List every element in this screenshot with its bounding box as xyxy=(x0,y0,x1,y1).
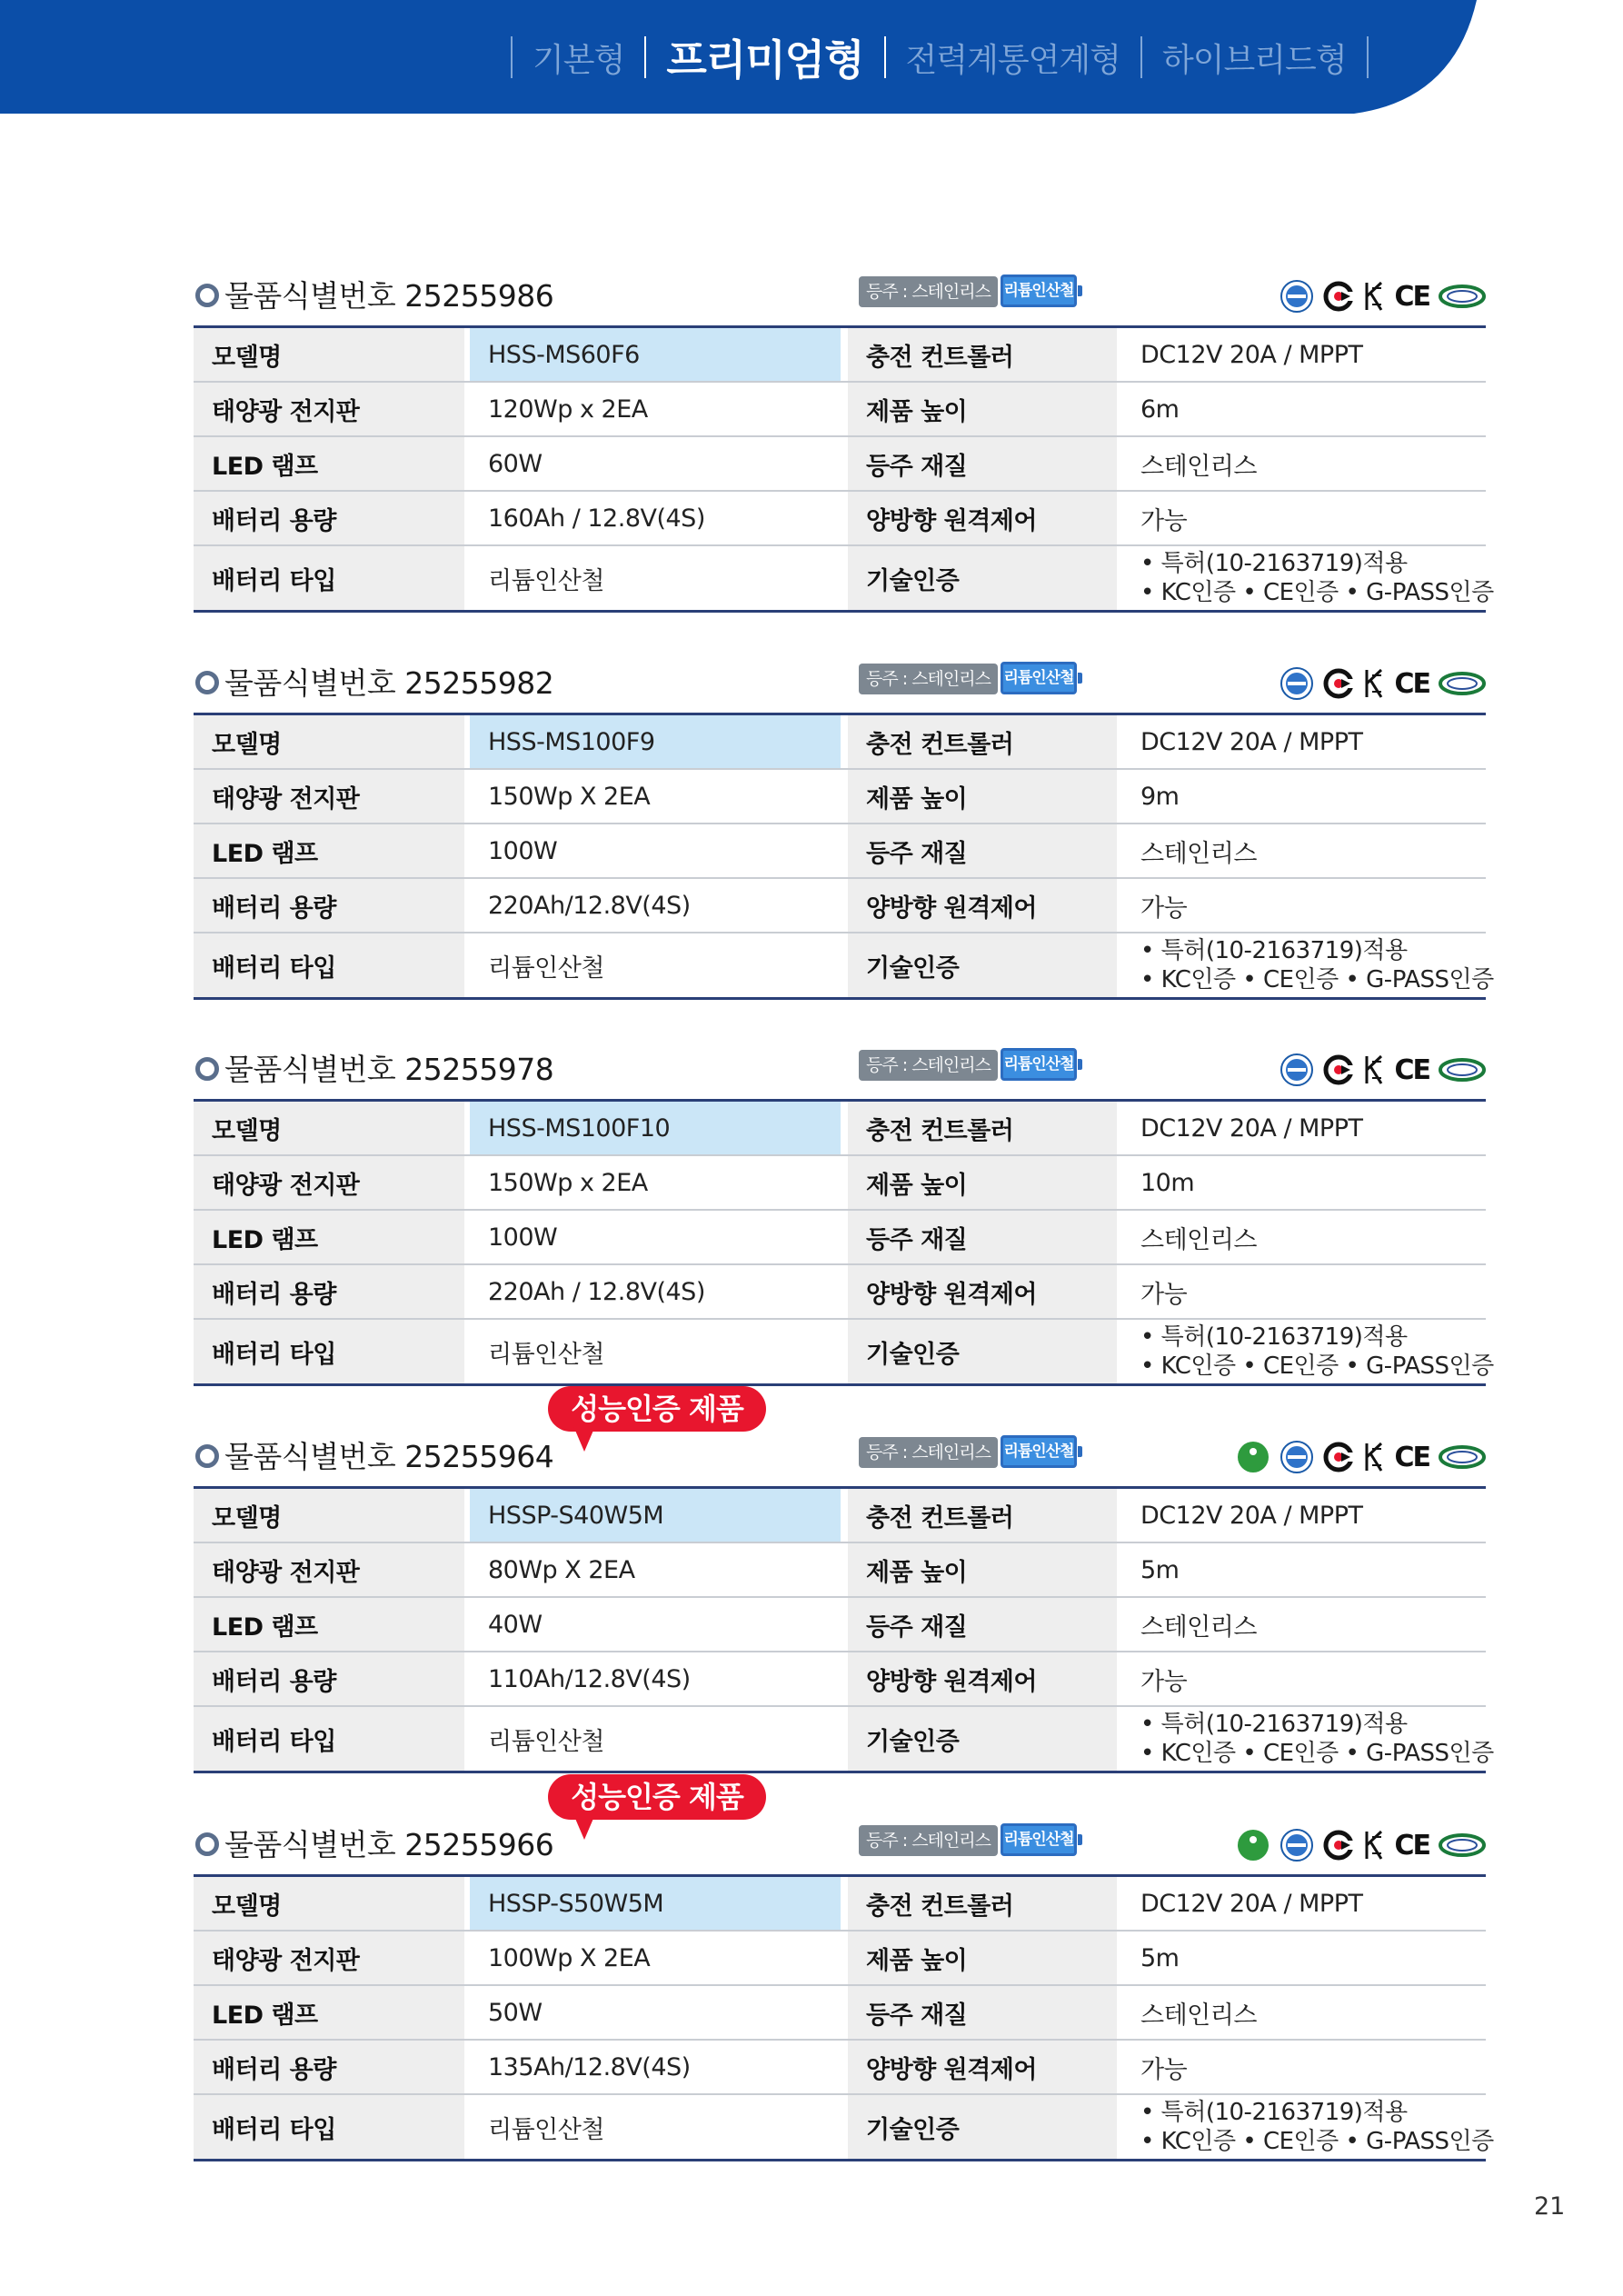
spec-label: 양방향 원격제어 xyxy=(848,1652,1117,1706)
spec-label: 양방향 원격제어 xyxy=(848,1264,1117,1319)
spec-label: 충전 컨트롤러 xyxy=(848,1488,1117,1543)
spec-row xyxy=(194,436,1486,491)
cert-line: • KC인증 • CE인증 • G-PASS인증 xyxy=(1140,1353,1494,1380)
spec-row xyxy=(194,1264,1486,1319)
spec-value: DC12V 20A / MPPT xyxy=(1122,1101,1486,1156)
spec-label: 태양광 전지판 xyxy=(194,1542,464,1597)
spec-table xyxy=(194,713,1494,1000)
cert-line: • 특허(10-2163719)적용 xyxy=(1140,937,1408,964)
spec-row xyxy=(194,878,1486,933)
spec-value: 135Ah/12.8V(4S) xyxy=(470,2040,841,2094)
pole-material-tag: 등주 : 스테인리스 xyxy=(859,276,998,307)
performance-badge-label: 성능인증 제품 xyxy=(548,1774,766,1820)
spec-value: 스테인리스 xyxy=(1122,436,1486,491)
bullet-icon xyxy=(195,1057,219,1081)
spec-label: 충전 컨트롤러 xyxy=(848,1876,1117,1932)
spec-label: 모델명 xyxy=(194,1101,464,1156)
product-block xyxy=(194,269,1494,613)
spec-value: 6m xyxy=(1122,382,1486,436)
pole-material-tag: 등주 : 스테인리스 xyxy=(859,1050,998,1081)
gpass-icon xyxy=(1439,1832,1486,1859)
bullet-icon xyxy=(195,284,219,307)
model-name-value: HSS-MS100F9 xyxy=(470,714,841,770)
spec-label: 태양광 전지판 xyxy=(194,1931,464,1985)
performance-cert-icon xyxy=(1236,1440,1270,1474)
badge-pointer xyxy=(573,1814,595,1840)
spec-row xyxy=(194,2040,1486,2094)
spec-label: 모델명 xyxy=(194,1876,464,1932)
spec-value: 스테인리스 xyxy=(1122,1597,1486,1652)
spec-value: 5m xyxy=(1122,1931,1486,1985)
spec-value: 220Ah/12.8V(4S) xyxy=(470,878,841,933)
tech-cert-value xyxy=(1122,545,1494,612)
spec-label: 배터리 용량 xyxy=(194,878,464,933)
performance-badge xyxy=(548,1386,766,1435)
spec-label: 배터리 용량 xyxy=(194,1652,464,1706)
spec-row xyxy=(194,1210,1486,1264)
spec-table xyxy=(194,1874,1494,2161)
spec-row xyxy=(194,1652,1486,1706)
spec-value: 스테인리스 xyxy=(1122,824,1486,878)
product-block xyxy=(194,1392,1494,1773)
tech-cert-value xyxy=(1122,933,1494,999)
spec-value: DC12V 20A / MPPT xyxy=(1122,1876,1486,1932)
pole-material-tag: 등주 : 스테인리스 xyxy=(859,1825,998,1856)
spec-value: 100W xyxy=(470,824,841,878)
cert-line: • KC인증 • CE인증 • G-PASS인증 xyxy=(1140,966,1494,993)
spec-row xyxy=(194,1931,1486,1985)
performance-badge-label: 성능인증 제품 xyxy=(548,1386,766,1432)
model-name-value: HSS-MS100F10 xyxy=(470,1101,841,1156)
ce-mark-icon: CE xyxy=(1394,1053,1429,1086)
tab-divider xyxy=(1140,36,1142,78)
kc-mark-icon xyxy=(1323,1830,1354,1861)
spec-label: LED 램프 xyxy=(194,824,464,878)
certification-icons xyxy=(1279,664,1486,704)
spec-value: 스테인리스 xyxy=(1122,1210,1486,1264)
spec-label: 모델명 xyxy=(194,1488,464,1543)
spec-value: DC12V 20A / MPPT xyxy=(1122,714,1486,770)
bullet-icon xyxy=(195,1444,219,1468)
k-mark-icon xyxy=(1363,1830,1385,1861)
spec-row xyxy=(194,1155,1486,1210)
battery-tag: 리튬인산철 xyxy=(1001,1435,1077,1468)
spec-table xyxy=(194,1099,1494,1386)
spec-row xyxy=(194,1706,1486,1772)
spec-value: 5m xyxy=(1122,1542,1486,1597)
spec-value: 40W xyxy=(470,1597,841,1652)
cert-line: • 특허(10-2163719)적용 xyxy=(1140,2099,1408,2126)
item-id-number: 물품식별번호 25255978 xyxy=(224,1052,554,1087)
gpass-icon xyxy=(1439,283,1486,310)
cert-line: • 특허(10-2163719)적용 xyxy=(1140,1711,1408,1738)
item-id-number: 물품식별번호 25255982 xyxy=(224,665,554,701)
spec-label: 기술인증 xyxy=(848,2094,1117,2161)
spec-value: 110Ah/12.8V(4S) xyxy=(470,1652,841,1706)
battery-tag: 리튬인산철 xyxy=(1001,1048,1077,1081)
spec-label: 제품 높이 xyxy=(848,1155,1117,1210)
gpass-icon xyxy=(1439,670,1486,697)
kc-mark-icon xyxy=(1323,1442,1354,1472)
cert-line: • KC인증 • CE인증 • G-PASS인증 xyxy=(1140,579,1494,606)
performance-badge xyxy=(548,1774,766,1823)
bullet-icon xyxy=(195,1832,219,1856)
spec-label: 등주 재질 xyxy=(848,1597,1117,1652)
spec-label: 등주 재질 xyxy=(848,824,1117,878)
page-number: 21 xyxy=(1534,2192,1566,2221)
spec-row xyxy=(194,1597,1486,1652)
spec-value: 50W xyxy=(470,1985,841,2040)
tech-cert-value xyxy=(1122,2094,1494,2161)
spec-label: 제품 높이 xyxy=(848,1542,1117,1597)
cert-line: • 특허(10-2163719)적용 xyxy=(1140,550,1408,577)
spec-value: 리튬인산철 xyxy=(470,1319,841,1385)
tab-divider xyxy=(644,36,646,78)
spec-label: 배터리 타입 xyxy=(194,933,464,999)
spec-table xyxy=(194,1486,1494,1773)
kc-mark-icon xyxy=(1323,281,1354,312)
spec-value: 가능 xyxy=(1122,878,1486,933)
spec-value: 리튬인산철 xyxy=(470,933,841,999)
korea-standard-icon xyxy=(1279,279,1314,314)
ce-mark-icon: CE xyxy=(1394,667,1429,700)
spec-label: 배터리 용량 xyxy=(194,491,464,545)
spec-label: 배터리 용량 xyxy=(194,1264,464,1319)
item-id-number: 물품식별번호 25255986 xyxy=(224,278,554,314)
ce-mark-icon: CE xyxy=(1394,1829,1429,1862)
header-band xyxy=(0,0,1623,114)
spec-value: 100W xyxy=(470,1210,841,1264)
korea-standard-icon xyxy=(1279,1828,1314,1862)
spec-row xyxy=(194,2094,1486,2161)
spec-label: 태양광 전지판 xyxy=(194,1155,464,1210)
spec-value: DC12V 20A / MPPT xyxy=(1122,1488,1486,1543)
spec-label: 배터리 타입 xyxy=(194,1319,464,1385)
spec-row xyxy=(194,933,1486,999)
spec-label: 배터리 타입 xyxy=(194,1706,464,1772)
cert-line: • KC인증 • CE인증 • G-PASS인증 xyxy=(1140,1740,1494,1767)
spec-label: 기술인증 xyxy=(848,1319,1117,1385)
spec-row xyxy=(194,327,1486,383)
spec-row xyxy=(194,1101,1486,1156)
spec-label: 모델명 xyxy=(194,714,464,770)
ce-mark-icon: CE xyxy=(1394,1441,1429,1473)
product-header xyxy=(194,656,1486,713)
spec-value: 150Wp X 2EA xyxy=(470,769,841,824)
product-header xyxy=(194,1392,1486,1486)
certification-icons xyxy=(1279,1050,1486,1090)
kc-mark-icon xyxy=(1323,1054,1354,1085)
item-id-number: 물품식별번호 25255966 xyxy=(224,1827,554,1862)
tab-divider xyxy=(1367,36,1369,78)
k-mark-icon xyxy=(1363,668,1385,699)
item-id-number: 물품식별번호 25255964 xyxy=(224,1439,554,1474)
spec-value: 9m xyxy=(1122,769,1486,824)
korea-standard-icon xyxy=(1279,1440,1314,1474)
category-tabs xyxy=(491,25,1389,89)
spec-label: 기술인증 xyxy=(848,545,1117,612)
spec-label: 태양광 전지판 xyxy=(194,382,464,436)
spec-row xyxy=(194,769,1486,824)
spec-value: DC12V 20A / MPPT xyxy=(1122,327,1486,383)
spec-value: 리튬인산철 xyxy=(470,1706,841,1772)
cert-line: • KC인증 • CE인증 • G-PASS인증 xyxy=(1140,2128,1494,2155)
kc-mark-icon xyxy=(1323,668,1354,699)
spec-table xyxy=(194,325,1494,613)
spec-label: 기술인증 xyxy=(848,1706,1117,1772)
model-name-value: HSSP-S50W5M xyxy=(470,1876,841,1932)
tab-grid-connected[interactable]: 전력계통연계형 xyxy=(905,41,1120,79)
spec-label: LED 램프 xyxy=(194,1597,464,1652)
product-header xyxy=(194,1780,1486,1874)
spec-row xyxy=(194,545,1486,612)
spec-value: 160Ah / 12.8V(4S) xyxy=(470,491,841,545)
spec-label: 등주 재질 xyxy=(848,1985,1117,2040)
spec-label: 배터리 용량 xyxy=(194,2040,464,2094)
spec-row xyxy=(194,1488,1486,1543)
product-block xyxy=(194,1043,1494,1386)
spec-label: 모델명 xyxy=(194,327,464,383)
spec-label: LED 램프 xyxy=(194,1210,464,1264)
spec-row xyxy=(194,1985,1486,2040)
spec-label: LED 램프 xyxy=(194,1985,464,2040)
tech-cert-value xyxy=(1122,1706,1494,1772)
spec-value: 100Wp X 2EA xyxy=(470,1931,841,1985)
spec-value: 10m xyxy=(1122,1155,1486,1210)
spec-label: 충전 컨트롤러 xyxy=(848,327,1117,383)
spec-label: 제품 높이 xyxy=(848,1931,1117,1985)
pole-material-tag: 등주 : 스테인리스 xyxy=(859,664,998,694)
tab-premium[interactable]: 프리미엄형 xyxy=(666,35,864,85)
spec-value: 가능 xyxy=(1122,491,1486,545)
k-mark-icon xyxy=(1363,1054,1385,1085)
spec-label: 양방향 원격제어 xyxy=(848,878,1117,933)
certification-icons xyxy=(1236,1437,1486,1477)
product-header xyxy=(194,1043,1486,1099)
battery-tag: 리튬인산철 xyxy=(1001,1823,1077,1856)
k-mark-icon xyxy=(1363,281,1385,312)
spec-label: LED 램프 xyxy=(194,436,464,491)
spec-label: 기술인증 xyxy=(848,933,1117,999)
spec-row xyxy=(194,1542,1486,1597)
model-name-value: HSS-MS60F6 xyxy=(470,327,841,383)
spec-label: 배터리 타입 xyxy=(194,545,464,612)
certification-icons xyxy=(1279,276,1486,316)
spec-label: 배터리 타입 xyxy=(194,2094,464,2161)
spec-label: 양방향 원격제어 xyxy=(848,2040,1117,2094)
spec-row xyxy=(194,382,1486,436)
spec-value: 150Wp x 2EA xyxy=(470,1155,841,1210)
spec-label: 제품 높이 xyxy=(848,769,1117,824)
spec-row xyxy=(194,824,1486,878)
tab-hybrid[interactable]: 하이브리드형 xyxy=(1161,41,1347,79)
badge-pointer xyxy=(573,1426,595,1452)
korea-standard-icon xyxy=(1279,1053,1314,1087)
spec-value: 리튬인산철 xyxy=(470,545,841,612)
tab-divider xyxy=(884,36,886,78)
gpass-icon xyxy=(1439,1056,1486,1083)
spec-value: 220Ah / 12.8V(4S) xyxy=(470,1264,841,1319)
tab-basic[interactable]: 기본형 xyxy=(533,41,625,79)
product-header xyxy=(194,269,1486,325)
spec-label: 제품 높이 xyxy=(848,382,1117,436)
product-block xyxy=(194,656,1494,1000)
spec-row xyxy=(194,1319,1486,1385)
spec-label: 양방향 원격제어 xyxy=(848,491,1117,545)
spec-label: 등주 재질 xyxy=(848,436,1117,491)
spec-value: 80Wp X 2EA xyxy=(470,1542,841,1597)
spec-value: 가능 xyxy=(1122,1264,1486,1319)
tab-divider xyxy=(511,36,513,78)
spec-value: 가능 xyxy=(1122,2040,1486,2094)
spec-value: 120Wp x 2EA xyxy=(470,382,841,436)
spec-row xyxy=(194,714,1486,770)
spec-value: 리튬인산철 xyxy=(470,2094,841,2161)
ce-mark-icon: CE xyxy=(1394,280,1429,313)
bullet-icon xyxy=(195,671,219,694)
product-block xyxy=(194,1780,1494,2161)
performance-cert-icon xyxy=(1236,1828,1270,1862)
gpass-icon xyxy=(1439,1443,1486,1471)
tech-cert-value xyxy=(1122,1319,1494,1385)
spec-value: 스테인리스 xyxy=(1122,1985,1486,2040)
cert-line: • 특허(10-2163719)적용 xyxy=(1140,1323,1408,1351)
spec-row xyxy=(194,1876,1486,1932)
certification-icons xyxy=(1236,1825,1486,1865)
spec-label: 태양광 전지판 xyxy=(194,769,464,824)
k-mark-icon xyxy=(1363,1442,1385,1472)
pole-material-tag: 등주 : 스테인리스 xyxy=(859,1437,998,1468)
spec-row xyxy=(194,491,1486,545)
battery-tag: 리튬인산철 xyxy=(1001,662,1077,694)
spec-label: 충전 컨트롤러 xyxy=(848,714,1117,770)
model-name-value: HSSP-S40W5M xyxy=(470,1488,841,1543)
korea-standard-icon xyxy=(1279,666,1314,701)
spec-value: 60W xyxy=(470,436,841,491)
battery-tag: 리튬인산철 xyxy=(1001,275,1077,307)
spec-label: 충전 컨트롤러 xyxy=(848,1101,1117,1156)
spec-value: 가능 xyxy=(1122,1652,1486,1706)
spec-label: 등주 재질 xyxy=(848,1210,1117,1264)
